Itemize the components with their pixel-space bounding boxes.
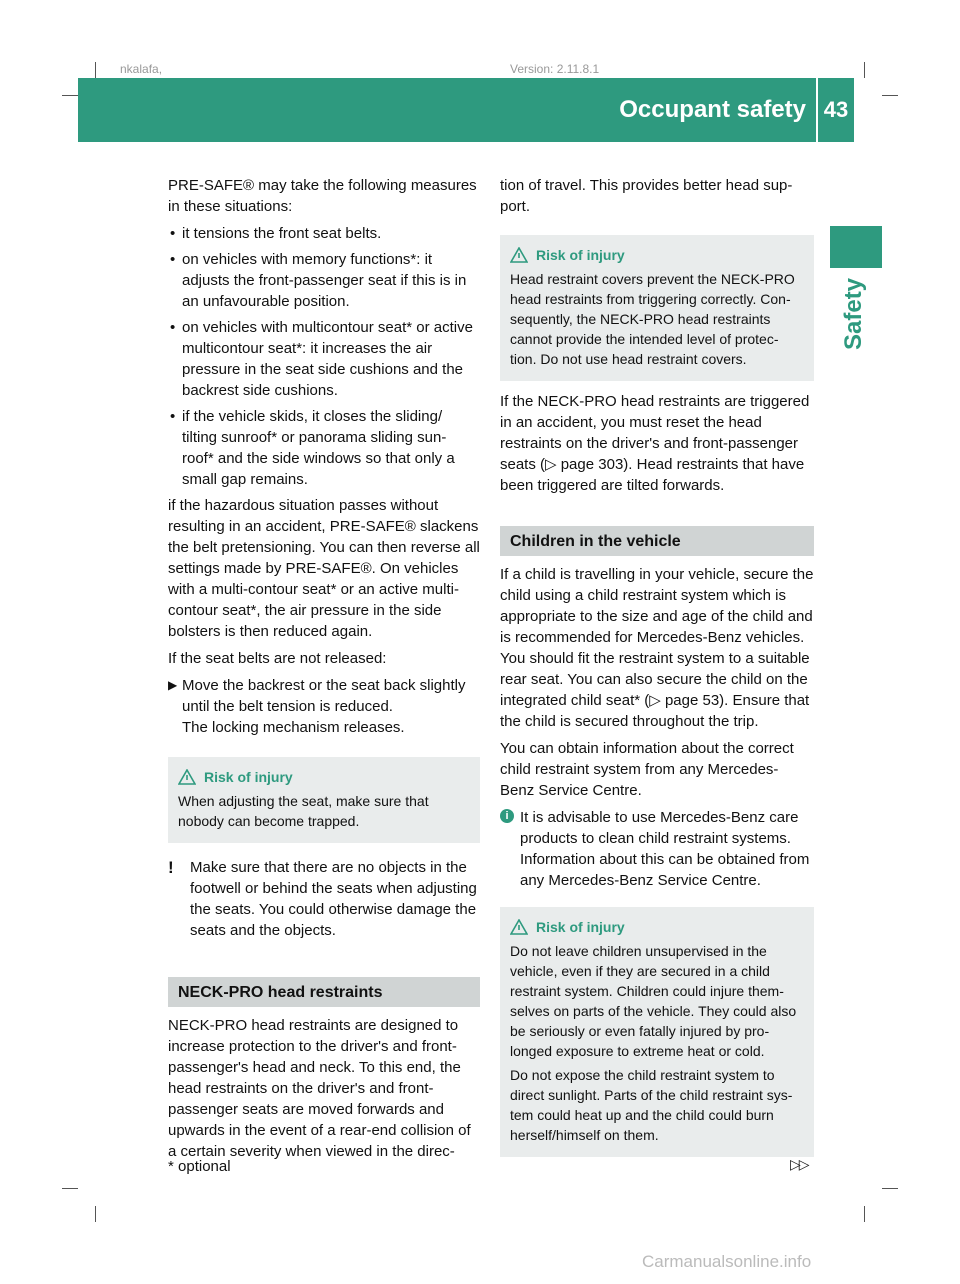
- warning-title: Risk of injury: [204, 769, 293, 785]
- watermark: Carmanualsonline.info: [642, 1252, 812, 1271]
- crop-mark: [95, 1206, 96, 1222]
- crop-mark: [62, 1188, 78, 1189]
- meta-right: Version: 2.11.8.1: [510, 62, 600, 76]
- body-text: if the hazardous situation passes without resulting in an accident, PRE-SAFE® slackens the belt pretensioning. You can then reverse all settings made by PRE-SAFE®. On vehicles with a multi-contour seat* or an active multi- contour seat*, the air pressure in the side bolsters is then reduced again.: [168, 497, 480, 640]
- action-text: Move the backrest or the seat back slightly until the belt tension is reduced.: [182, 677, 466, 715]
- list-item: • if the vehicle skids, it closes the sliding/ tilting sunroof* or panorama sliding sun- roof* and the side windows so that only a small gap remains.: [168, 406, 480, 490]
- warning-text: When adjusting the seat, make sure that nobody can become trapped.: [178, 793, 429, 829]
- warning-header: [510, 917, 804, 937]
- warning-header: [510, 245, 804, 265]
- body-text: If the NECK-PRO head restraints are triggered in an accident, you must reset the head restraints on the driver's and front-passenger seats (▷ page 303). Head restraints that have been triggered are tilted forwards.: [500, 393, 810, 494]
- warning-text: Do not leave children unsupervised in the vehicle, even if they are secured in a child restraint system. Children could injure them- selves on parts of the vehicle. They could also be seriously or even fatally injured by pro- longed exposure to extreme heat or cold.: [510, 943, 797, 1059]
- warning-box: [500, 235, 814, 381]
- info-text: It is advisable to use Mercedes-Benz care products to clean child restraint systems. Information about this can be obtained from any Mercedes-Benz Service Centre.: [520, 809, 810, 889]
- section-heading: NECK-PRO head restraints: [168, 977, 480, 1007]
- warning-triangle-icon: [178, 769, 196, 785]
- next-page-icon: ▷▷: [790, 1156, 808, 1172]
- crop-mark: [864, 1206, 865, 1222]
- warning-box: [500, 907, 814, 1157]
- crop-mark: [62, 95, 78, 96]
- body-text: tion of travel. This provides better head sup- port.: [500, 177, 793, 215]
- intro-text: PRE-SAFE® may take the following measures in these situations:: [168, 177, 477, 215]
- info-icon: i: [500, 809, 514, 823]
- warning-header: [178, 767, 470, 787]
- list-item: • on vehicles with memory functions*: it adjusts the front-passenger seat if this is in an unfavourable position.: [168, 249, 480, 312]
- notice-block: [168, 857, 480, 941]
- page-number: 43: [823, 97, 849, 122]
- section-heading: Children in the vehicle: [500, 526, 814, 556]
- crop-mark: [882, 95, 898, 96]
- action-result: The locking mechanism releases.: [182, 719, 405, 736]
- right-column: [500, 175, 814, 1167]
- arrow-right-icon: ▶: [168, 678, 178, 692]
- section-tab-label: Safety: [840, 277, 867, 351]
- body-text: NECK-PRO head restraints are designed to increase protection to the driver's and front- passenger's head and neck. To this end, the head restraints on the driver's and front- passenger seats are moved forwards and upwards in the event of a rear-end collision of a certain severity when viewed in the direc-: [168, 1017, 471, 1160]
- warning-box: [168, 757, 480, 843]
- body-text: If the seat belts are not released:: [168, 650, 387, 667]
- warning-triangle-icon: [510, 247, 528, 263]
- info-block: [500, 807, 814, 891]
- left-column: [168, 175, 480, 1168]
- section-tab-marker: [830, 226, 882, 268]
- footnote: * optional: [168, 1158, 231, 1175]
- notice-text: Make sure that there are no objects in the footwell or behind the seats when adjusting the seats. You could otherwise damage the seats and the objects.: [190, 859, 477, 939]
- page-title: Occupant safety: [619, 96, 806, 123]
- warning-text: Head restraint covers prevent the NECK-PRO head restraints from triggering correctly. Con- sequently, the NECK-PRO head restraints cannot provide the intended level of protec- tion. Do not use head restraint covers.: [510, 271, 795, 367]
- warning-title: Risk of injury: [536, 919, 625, 935]
- crop-mark: [95, 62, 96, 78]
- body-text: You can obtain information about the correct child restraint system from any Mercedes- Benz Service Centre.: [500, 740, 794, 799]
- list-item: • on vehicles with multicontour seat* or active multicontour seat*: it increases the air pressure in the seat side cushions and the backrest side cushions.: [168, 317, 480, 401]
- crop-mark: [864, 62, 865, 78]
- body-text: If a child is travelling in your vehicle, secure the child using a child restraint system which is appropriate to the size and age of the child and is recommended for Mercedes-Benz vehicles. You should fit the restraint system to a suitable rear seat. You can also secure the child on the integrated child seat* (▷ page 53). Ensure that the child is secured throughout the trip.: [500, 566, 814, 730]
- exclamation-icon: !: [168, 858, 174, 877]
- warning-title: Risk of injury: [536, 247, 625, 263]
- action-step: [168, 675, 480, 738]
- list-item: • it tensions the front seat belts.: [168, 223, 480, 244]
- meta-left: nkalafa,: [120, 62, 163, 76]
- warning-triangle-icon: [510, 919, 528, 935]
- crop-mark: [882, 1188, 898, 1189]
- warning-text: Do not expose the child restraint system to direct sunlight. Parts of the child restraint sys- tem could heat up and the child could burn herself/himself on them.: [510, 1067, 793, 1143]
